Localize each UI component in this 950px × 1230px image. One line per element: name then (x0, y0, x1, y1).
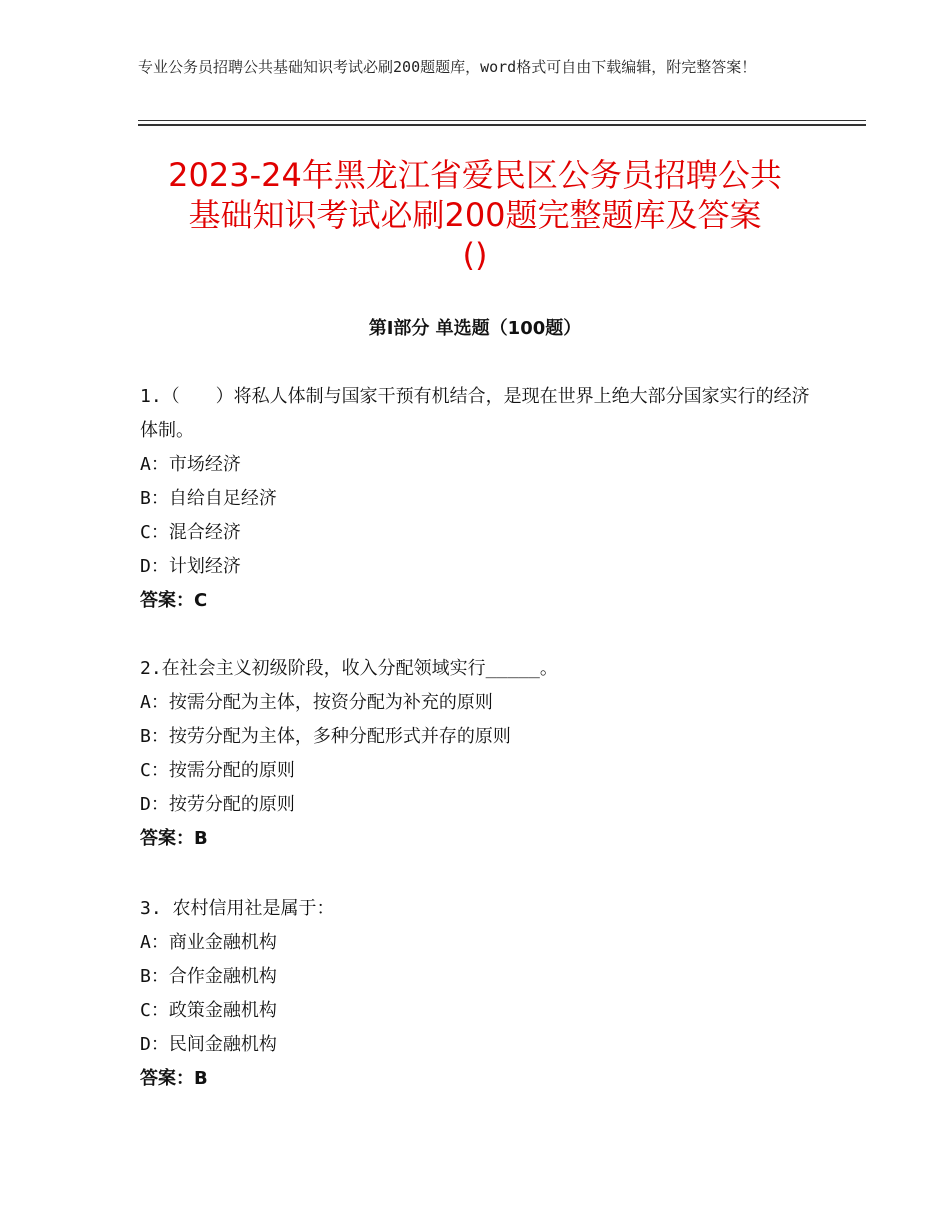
title-line-3: () (462, 236, 488, 274)
answer-label: 答案：B (140, 828, 208, 849)
option-b: B：自给自足经济 (140, 488, 277, 509)
question-2 (140, 652, 820, 856)
header-divider-thick (138, 124, 866, 126)
question-stem: 2.在社会主义初级阶段，收入分配领域实行_____。 (140, 658, 558, 679)
title-line-2: 基础知识考试必刷200题完整题库及答案 (188, 196, 762, 234)
answer-label: 答案：B (140, 1068, 208, 1089)
title-line-1: 2023-24年黑龙江省爱民区公务员招聘公共 (168, 156, 782, 194)
option-d: D：计划经济 (140, 556, 241, 577)
answer-label: 答案：C (140, 590, 208, 611)
option-c: C：混合经济 (140, 522, 241, 543)
question-3 (140, 892, 820, 1096)
option-b: B：合作金融机构 (140, 966, 277, 987)
section-heading: 第Ⅰ部分 单选题（100题） (368, 318, 582, 339)
option-c: C：政策金融机构 (140, 1000, 277, 1021)
option-d: D：按劳分配的原则 (140, 794, 295, 815)
question-stem: 3. 农村信用社是属于： (140, 898, 335, 919)
document-title (0, 155, 950, 275)
question-1 (140, 380, 820, 618)
header-divider-thin (138, 120, 866, 121)
option-a: A：市场经济 (140, 454, 241, 475)
option-a: A：按需分配为主体，按资分配为补充的原则 (140, 692, 493, 713)
option-c: C：按需分配的原则 (140, 760, 295, 781)
option-d: D：民间金融机构 (140, 1034, 277, 1055)
header-note: 专业公务员招聘公共基础知识考试必刷200题题库，word格式可自由下载编辑，附完整答案！ (138, 58, 757, 76)
option-a: A：商业金融机构 (140, 932, 277, 953)
question-stem: 1.（ ）将私人体制与国家干预有机结合，是现在世界上绝大部分国家实行的经济体制。 (140, 386, 810, 441)
option-b: B：按劳分配为主体，多种分配形式并存的原则 (140, 726, 511, 747)
